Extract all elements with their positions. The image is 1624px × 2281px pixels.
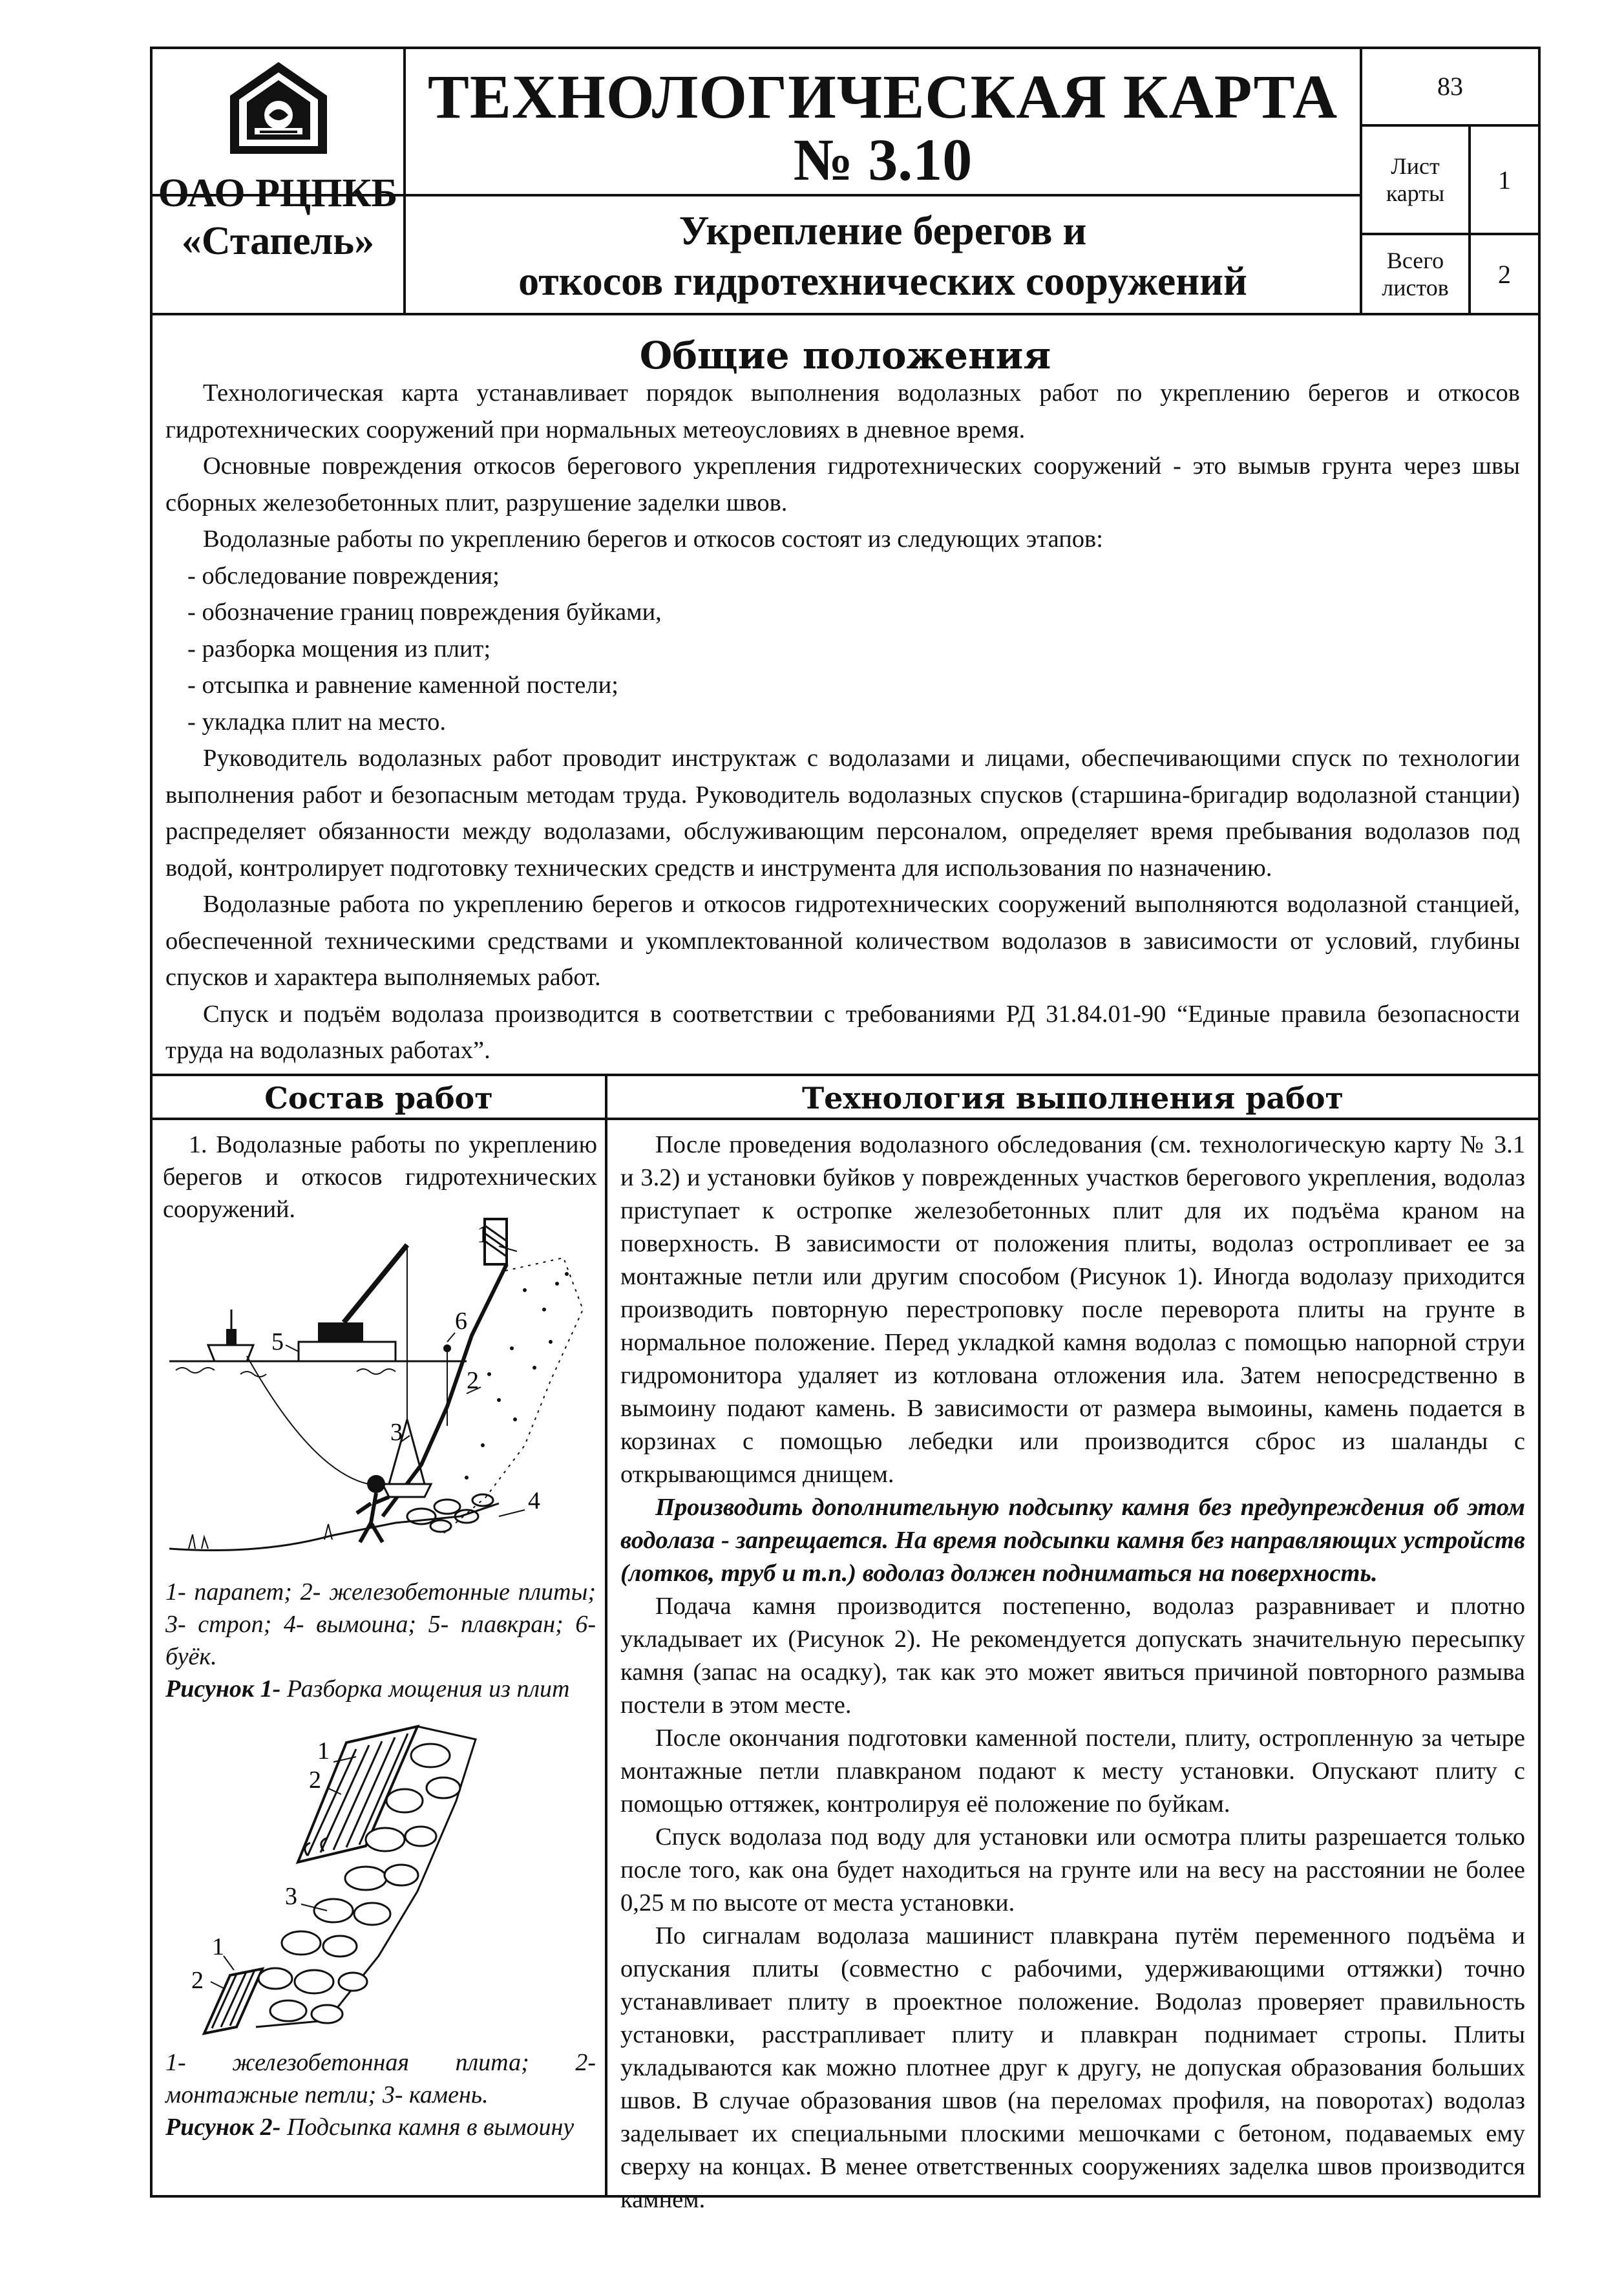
work-item-text: 1. Водолазные работы по укреплению берегов и откосов гидротехнических сооружений. [163,1131,597,1223]
section-divider [153,1074,1538,1076]
figure-1-caption [165,1673,596,1705]
general-paragraph: Водолазные работа по укреплению берегов и откосов гидротехнических сооружений выполняются водолазной станцией, обеспеченной техническими средствами и укомплектованной количеством водолазов в зависимости от условий, глубины спусков и характера выполняемых работ. [165,891,1520,991]
figure-1-caption-label: Рисунок 1- [165,1675,281,1703]
work-item [163,1129,597,1225]
sheet-info-cell [1362,49,1538,313]
fig2-label-1: 1 [317,1737,330,1765]
stage-list-item: - обследование повреждения; [187,562,500,589]
sheet-row [1362,127,1538,235]
general-section-title: Общие положения [639,334,1051,377]
stage-list-item: - обозначение границ повреждения буйками, [187,599,662,626]
total-label-line2: листов [1382,275,1449,301]
header-block [153,49,1538,315]
title-cell [406,49,1362,313]
page-number: 83 [1362,49,1538,127]
stage-list-item: - разборка мощения из плит; [187,635,491,663]
fig1-label-3: 3 [390,1419,403,1446]
figure-2-caption-text: Подсыпка камня в вымоину [280,2114,575,2141]
left-column-header: Состав работ [264,1081,493,1116]
doc-subtitle-line2: откосов гидротехнических сооружений [518,258,1247,304]
general-paragraph: Технологическая карта устанавливает порядок выполнения водолазных работ по укреплению берегов и откосов гидротехнических сооружений при нормальных метеоусловиях в дневное время. [165,379,1520,443]
stage-list-item: - отсыпка и равнение каменной постели; [187,672,618,699]
fig2-label-2: 2 [309,1766,321,1794]
figure-1-illustration [163,1213,600,1572]
stage-list-item: - укладка плит на место. [187,708,447,736]
technology-paragraph: После окончания подготовки каменной постели, плиту, остропленную за четыре монтажные петли плавкраном подают к месту установки. Опускают плиту с помощью оттяжек, контролируя её положение по буйкам. [620,1724,1525,1818]
figure-2-illustration [172,1723,598,2046]
general-paragraph: Водолазные работы по укреплению берегов и откосов состоят из следующих этапов: [203,525,1103,553]
company-logo [224,58,333,168]
safety-warning: Производить дополнительную подсыпку камня без предупреждения об этом водолаза - запрещается. На время подсыпки камня без направляющих устройств (лотков, труб и т.п.) водолаз должен подниматься на поверхность. [620,1494,1525,1587]
fig2-label-2-lower: 2 [191,1967,204,1994]
fig2-label-1-lower: 1 [212,1933,224,1960]
figure-2-legend [165,2046,596,2143]
doc-title: ТЕХНОЛОГИЧЕСКАЯ КАРТА [427,62,1338,131]
doc-subtitle-line1: Укрепление берегов и [679,207,1087,253]
figure-1-legend [165,1576,596,1705]
fig1-label-1: 1 [477,1221,489,1248]
organization-subname: «Стапель» [181,219,375,263]
document-frame [150,47,1541,2213]
sheet-value: 1 [1498,165,1511,195]
fig1-label-4: 4 [528,1487,540,1514]
total-sheets-row [1362,235,1538,313]
fig1-label-6: 6 [455,1308,467,1335]
title-divider [153,194,1361,196]
general-paragraph: Основные повреждения откосов берегового укрепления гидротехнических сооружений - это вымыв грунта через швы сборных железобетонных плит, разрушение заделки швов. [165,452,1520,516]
organization-name: ОАО РЦПКБ [158,171,398,215]
fig2-label-3: 3 [285,1883,297,1910]
figure-2-caption [165,2111,596,2143]
technology-paragraph: По сигналам водолаза машинист плавкрана путём переменного подъёма и опускания плиты (совместно с рабочими, удерживающими оттяжки) точно устанавливает плиту в проектное положение. Водолаз проверяет правильность установки, расстрапливает плиту и плавкран поднимает стропы. Плиты укладываются как можно плотнее друг к другу, не допуская образования больших швов. В случае образования швов (на переломах профиля, на поворотах) водолаз заделывает их специальными плоскими мешочками с бетоном, подаваемых ему сверху на концах. В менее ответственных сооружениях заделка швов производится камнем. [620,1922,1525,2213]
column-header-divider [153,1118,1538,1120]
technology-paragraph: Спуск водолаза под воду для установки или осмотра плиты разрешается только после того, как она будет находиться на грунте или на весу на расстоянии не более 0,25 м по высоте от места установки. [620,1823,1525,1916]
sheet-label [1362,127,1471,233]
figure-1-caption-text: Разборка мощения из плит [280,1675,570,1703]
total-label [1362,235,1471,313]
right-column-header: Технология выполнения работ [801,1081,1344,1116]
general-section-body [165,375,1520,1069]
sheet-label-line1: Лист [1391,153,1440,179]
doc-number: № 3.10 [793,127,973,193]
figure-2-legend-text: 1- железобетонная плита; 2- монтажные петли; 3- камень. [165,2049,596,2108]
total-value: 2 [1498,259,1511,289]
total-label-line1: Всего [1386,248,1444,273]
sheet-label-line2: карты [1386,180,1445,206]
organization-cell [153,49,406,313]
technology-paragraph: Подача камня производится постепенно, водолаз разравнивает и плотно укладывает их (Рисунок 2). Не рекомендуется допускать значительную пересыпку камня (запас на осадку), так как это может явиться причиной повторного размыва постели в этом месте. [620,1593,1525,1719]
fig1-label-2: 2 [467,1367,479,1394]
fig1-label-5: 5 [271,1328,284,1355]
figure-1-legend-text: 1- парапет; 2- железобетонные плиты; 3- строп; 4- вымоина; 5- плавкран; 6- буёк. [165,1578,596,1670]
technology-section [620,1129,1525,2216]
figure-2-caption-label: Рисунок 2- [165,2114,281,2141]
column-divider [605,1074,607,2196]
general-paragraph: Спуск и подъём водолаза производится в соответствии с требованиями РД 31.84.01-90 “Единые правила безопасности труда на водолазных работах”. [165,1000,1520,1064]
general-paragraph: Руководитель водолазных работ проводит инструктаж с водолазами и лицами, обеспечивающими спуск по технологии выполнения работ и безопасным методам труда. Руководитель водолазных спусков (старшина-бригадир водолазной станции) распределяет обязанности между водолазами, обслуживающим персоналом, определяет время пребывания водолазов под водой, контролирует подготовку технических средств и инструмента для использования по назначению. [165,745,1520,882]
technology-paragraph: После проведения водолазного обследования (см. технологическую карту № 3.1 и 3.2) и установки буйков у поврежденных участков берегового укрепления, водолаз приступает к остропке железобетонных плит для их подъёма краном на поверхность. В зависимости от положения плиты, водолаз остропливает ее за монтажные петли или другим способом (Рисунок 1). Иногда водолазу приходится производить повторную перестроповку после переворота плиты на грунте в нормальное положение. Перед укладкой камня водолаз с помощью напорной струи гидромонитора удаляет из котлована отложения ила. Затем непосредственно в вымоину подают камень. В зависимости от размера вымоины, камень подается в корзинах с помощью лебедки или производится сброс из шаланды с открывающимся днищем. [620,1131,1525,1488]
